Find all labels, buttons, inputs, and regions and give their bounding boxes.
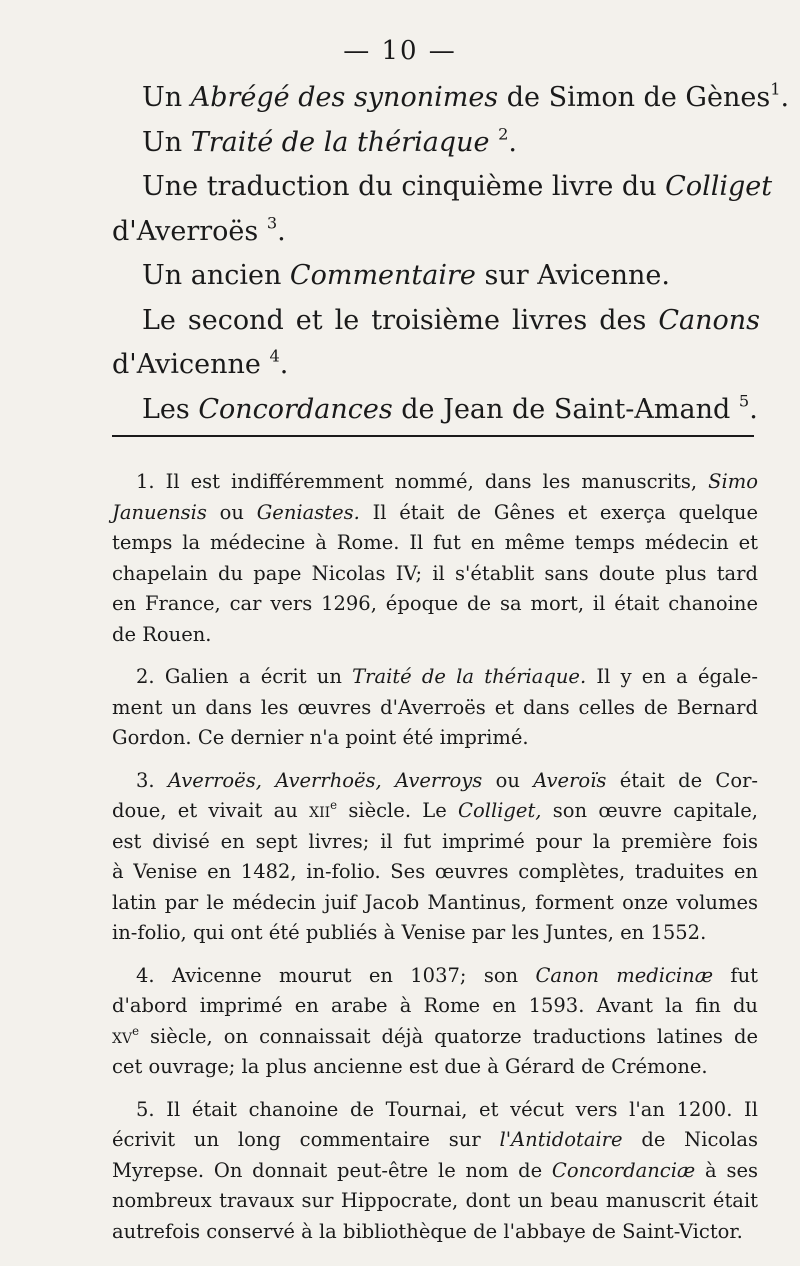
footnote-line — [112, 918, 758, 949]
footnote-marker: e — [330, 797, 338, 812]
text-run: temps la médecine à Rome. Il fut en même temps médecin et — [112, 531, 758, 554]
italic-text: Canons — [658, 304, 760, 336]
text-run: Un — [142, 82, 191, 113]
italic-text: Simo — [708, 470, 758, 493]
text-run: son œuvre capitale, — [541, 799, 759, 822]
footnote-line — [112, 827, 758, 858]
italic-text: Commentaire — [289, 260, 476, 291]
body-line — [112, 388, 760, 433]
text-run: 3. — [136, 768, 168, 792]
text-run: 5. Il était chanoine de Tournai, et vécut vers l'an 1200. Il — [136, 1097, 758, 1121]
text-run: siècle, on connaissait déjà quatorze traductions latines de — [139, 1024, 758, 1048]
italic-text: Traité de la thériaque — [190, 126, 490, 158]
footnote-line — [112, 1125, 758, 1156]
text-run: d'Averroës — [112, 215, 267, 247]
text-run: à Venise en 1482, in-folio. Ses œuvres complètes, traduites en — [112, 860, 758, 883]
text-run: . — [277, 215, 286, 247]
text-run: Une traduction du cinquième livre du — [142, 171, 666, 202]
italic-text: Januensis — [112, 500, 207, 524]
text-run: écrivit un long commentaire sur — [112, 1128, 500, 1151]
text-run: . — [780, 82, 790, 113]
text-run: nombreux travaux sur Hippocrate, dont un beau manuscrit était — [112, 1189, 758, 1212]
text-run: in-folio, qui ont été publiés à Venise par les Juntes, en 1552. — [112, 921, 707, 944]
text-run: était de Cor- — [606, 768, 758, 792]
footnote-marker: e — [132, 1023, 139, 1038]
footnote-line — [112, 766, 758, 797]
body-line — [112, 76, 790, 121]
italic-text: Concordanciæ — [551, 1158, 696, 1182]
text-run: 2. Galien a écrit un — [136, 665, 353, 688]
footnote-line — [112, 1052, 758, 1083]
text-run: cet ouvrage; la plus ancienne est due à Gérard de Crémone. — [112, 1055, 708, 1078]
footnote-line — [112, 1022, 758, 1053]
italic-text: l'Antidotaire — [499, 1128, 623, 1151]
roman-numeral: xv — [112, 1024, 133, 1048]
text-run: de Nicolas — [622, 1128, 759, 1151]
body-line — [112, 210, 760, 255]
text-run: de Simon de Gènes — [498, 82, 771, 113]
text-run: . — [508, 126, 517, 158]
text-run: 1. Il est indifféremment nommé, dans les manuscrits, — [136, 470, 709, 493]
footnote-2 — [112, 662, 758, 754]
text-run: doue, et vivait au — [112, 799, 310, 822]
footnote-3 — [112, 766, 758, 949]
text-run: Les — [142, 393, 199, 425]
footnote-marker: 2 — [498, 124, 509, 144]
text-run: ou — [206, 500, 257, 524]
footnote-4 — [112, 961, 758, 1083]
footnote-line — [112, 1095, 758, 1126]
text-run: Le second et le troisième livres des — [142, 304, 659, 336]
italic-text: Concordances — [198, 393, 393, 425]
footnote-line — [112, 1217, 758, 1248]
footnote-marker: 3 — [266, 213, 278, 233]
footnote-line — [112, 961, 758, 992]
footnote-line — [112, 662, 758, 693]
text-run: . — [279, 349, 289, 380]
footnote-line — [112, 1186, 758, 1217]
italic-text: Traité de la thériaque. — [352, 665, 587, 688]
text-run: ment un dans les œuvres d'Averroës et dans celles de Bernard — [112, 695, 758, 719]
body-line — [112, 121, 760, 166]
text-run: Un ancien — [142, 260, 290, 291]
text-run: d'Avicenne — [112, 349, 270, 380]
italic-text: Colliget — [665, 171, 773, 202]
text-run: de Rouen. — [112, 622, 212, 646]
footnote-separator-rule — [112, 435, 754, 437]
italic-text: Colliget, — [458, 799, 542, 822]
footnote-line — [112, 528, 758, 559]
footnote-line — [112, 991, 758, 1022]
footnote-line — [112, 498, 758, 529]
footnote-marker: 4 — [269, 346, 280, 366]
italic-text: Averoïs — [533, 768, 607, 792]
footnote-marker: 5 — [738, 391, 750, 411]
footnote-line — [112, 620, 758, 651]
text-run: ou — [482, 768, 534, 792]
text-run: de Jean de Saint-Amand — [392, 393, 739, 425]
footnote-line — [112, 1156, 758, 1187]
body-line — [112, 299, 760, 344]
footnote-line — [112, 693, 758, 724]
main-text — [112, 76, 790, 432]
text-run: à ses — [695, 1158, 758, 1182]
text-run: 4. Avicenne mourut en 1037; son — [136, 963, 536, 987]
italic-text: Averroës, Averrhoës, Averroys — [167, 768, 483, 792]
footnote-marker: 1 — [770, 79, 781, 99]
footnote-line — [112, 467, 758, 498]
text-run: . — [749, 393, 758, 425]
body-line — [112, 254, 760, 299]
text-run: fut — [713, 963, 758, 987]
text-run: siècle. Le — [337, 799, 459, 822]
footnote-line — [112, 589, 758, 620]
footnote-5 — [112, 1095, 758, 1248]
italic-text: Canon medicinæ — [535, 963, 714, 987]
page-number: — 10 — — [343, 36, 457, 66]
footnote-line — [112, 888, 758, 919]
text-run: Gordon. Ce dernier n'a point été imprimé. — [112, 726, 529, 749]
text-run: est divisé en sept livres; il fut imprimé pour la première fois — [112, 829, 758, 853]
italic-text: Abrégé des synonimes — [190, 82, 499, 113]
text-run: sur Avicenne. — [475, 260, 670, 291]
text-run: Un — [142, 126, 191, 158]
roman-numeral: xii — [309, 799, 331, 822]
footnote-line — [112, 857, 758, 888]
footnote-line — [112, 723, 758, 754]
text-run: chapelain du pape Nicolas IV; il s'établit sans doute plus tard — [112, 561, 758, 585]
text-run: autrefois conservé à la bibliothèque de l'abbaye de Saint-Victor. — [112, 1219, 743, 1243]
body-line — [112, 343, 760, 388]
text-run — [489, 127, 498, 158]
text-run: latin par le médecin juif Jacob Mantinus, forment onze volumes — [112, 890, 758, 914]
text-run: Il y en a égale- — [586, 665, 759, 688]
footnote-1 — [112, 467, 758, 650]
text-run: Myrepse. On donnait peut-être le nom de — [112, 1158, 552, 1182]
footnotes — [112, 467, 758, 1259]
footnote-line — [112, 796, 758, 827]
footnote-line — [112, 559, 758, 590]
text-run: Il était de Gênes et exerça quelque — [359, 500, 758, 524]
body-line — [112, 165, 773, 210]
italic-text: Geniastes. — [256, 500, 360, 524]
text-run: d'abord imprimé en arabe à Rome en 1593. Avant la fin du — [112, 994, 758, 1017]
text-run: en France, car vers 1296, époque de sa mort, il était chanoine — [112, 592, 758, 615]
